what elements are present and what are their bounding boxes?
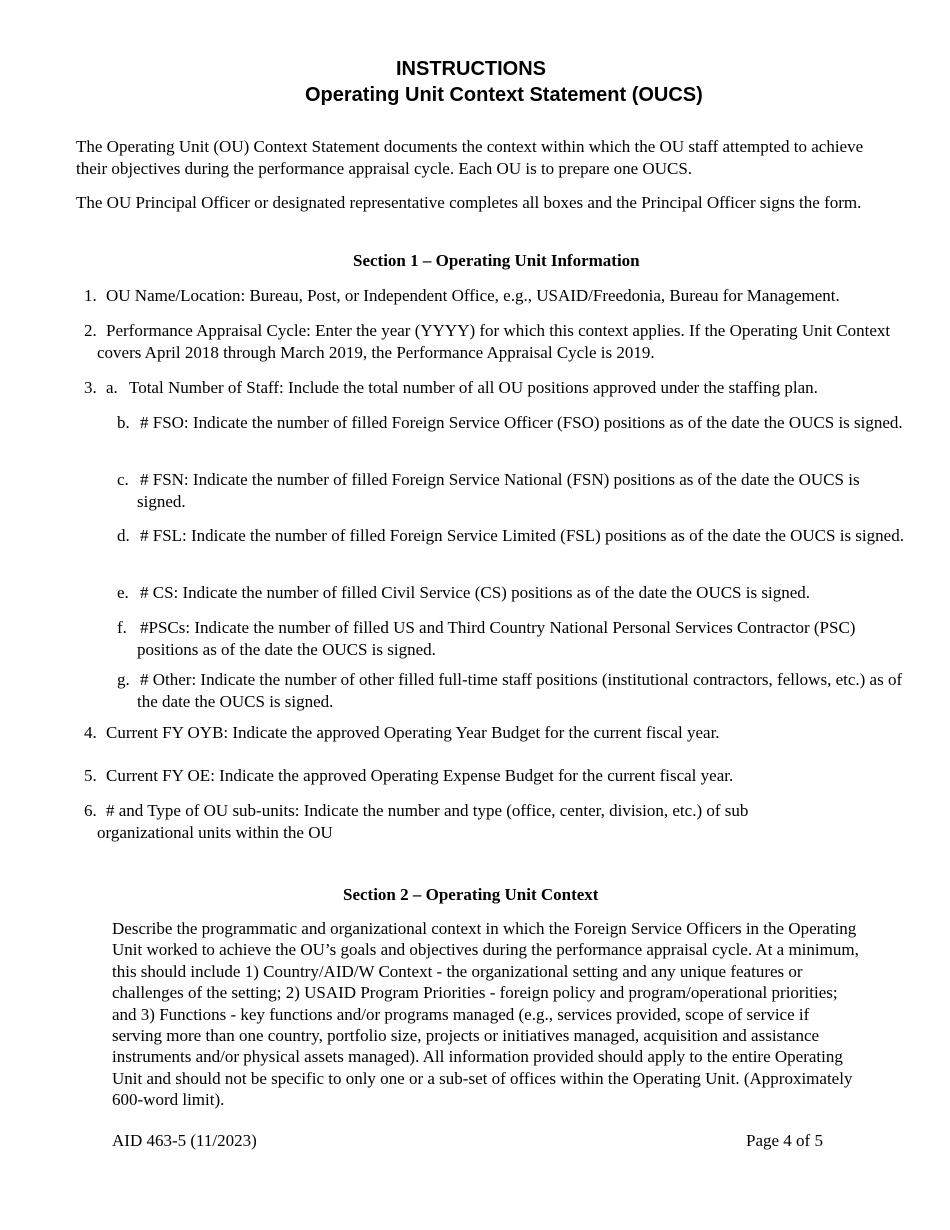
page-number: Page 4 of 5 xyxy=(746,1131,823,1150)
item-2-number: 2. xyxy=(84,321,97,340)
intro-paragraph-1: The Operating Unit (OU) Context Statement documents the context within which the OU staff attempted to achieve their objectives during the performance appraisal cycle. Each OU is to prepare one OUCS. xyxy=(76,137,864,178)
item-6-text: # and Type of OU sub-units: Indicate the number and type (office, center, division, etc.) of sub organizational units within the OU xyxy=(97,801,749,842)
item-3g-letter: g. xyxy=(117,670,130,689)
item-3c-text: # FSN: Indicate the number of filled Foreign Service National (FSN) positions as of the date the OUCS is signed. xyxy=(137,470,860,511)
page-subtitle: Operating Unit Context Statement (OUCS) xyxy=(305,84,703,106)
item-2-text: Performance Appraisal Cycle: Enter the year (YYYY) for which this context applies. If the Operating Unit Context covers April 2018 through March 2019, the Performance Appraisal Cycle is 2019. xyxy=(97,321,891,362)
item-5-number: 5. xyxy=(84,766,97,785)
form-identifier: AID 463-5 (11/2023) xyxy=(112,1131,257,1150)
item-3a-text: Total Number of Staff: Include the total number of all OU positions approved under the staffing plan. xyxy=(129,378,818,397)
item-1-number: 1. xyxy=(84,286,97,305)
item-3e-letter: e. xyxy=(117,583,129,602)
item-6-number: 6. xyxy=(84,801,97,820)
section-2-heading: Section 2 – Operating Unit Context xyxy=(343,885,599,904)
item-3e-text: # CS: Indicate the number of filled Civil Service (CS) positions as of the date the OUCS is signed. xyxy=(140,583,810,602)
section-2-body: Describe the programmatic and organizational context in which the Foreign Service Officers in the Operating Unit worked to achieve the OU’s goals and objectives during the performance appraisal cycle. At a minimum, this should include 1) Country/AID/W Context - the organizational setting and any unique features or challenges of the setting; 2) USAID Program Priorities - foreign policy and program/operational priorities; and 3) Functions - key functions and/or programs managed (e.g., services provided, scope of service if serving more than one country, portfolio size, projects or initiatives managed, acquisition and assistance instruments and/or physical assets managed). All information provided should apply to the entire Operating Unit and should not be specific to only one or a sub-set of offices within the Operating Unit. (Approximately 600-word limit). xyxy=(112,919,859,1110)
item-3f-text: #PSCs: Indicate the number of filled US and Third Country National Personal Services Contractor (PSC) positions as of the date the OUCS is signed. xyxy=(137,618,856,659)
item-3a-letter: a. xyxy=(106,378,118,397)
item-4-number: 4. xyxy=(84,723,97,742)
item-3b-text: # FSO: Indicate the number of filled Foreign Service Officer (FSO) positions as of the date the OUCS is signed. xyxy=(140,413,903,432)
page-title: INSTRUCTIONS xyxy=(396,58,546,80)
item-3d-text: # FSL: Indicate the number of filled Foreign Service Limited (FSL) positions as of the date the OUCS is signed. xyxy=(140,526,904,545)
item-3d-letter: d. xyxy=(117,526,130,545)
item-1-text: OU Name/Location: Bureau, Post, or Independent Office, e.g., USAID/Freedonia, Bureau for Management. xyxy=(106,286,840,305)
section-1-heading: Section 1 – Operating Unit Information xyxy=(353,251,640,270)
item-3c-letter: c. xyxy=(117,470,129,489)
intro-paragraph-2: The OU Principal Officer or designated representative completes all boxes and the Principal Officer signs the form. xyxy=(76,193,862,212)
item-5-text: Current FY OE: Indicate the approved Operating Expense Budget for the current fiscal year. xyxy=(106,766,734,785)
item-3f-letter: f. xyxy=(117,618,127,637)
item-3b-letter: b. xyxy=(117,413,130,432)
item-4-text: Current FY OYB: Indicate the approved Operating Year Budget for the current fiscal year. xyxy=(106,723,720,742)
item-3-number: 3. xyxy=(84,378,97,397)
item-3g-text: # Other: Indicate the number of other filled full-time staff positions (institutional contractors, fellows, etc.) as of the date the OUCS is signed. xyxy=(137,670,903,711)
